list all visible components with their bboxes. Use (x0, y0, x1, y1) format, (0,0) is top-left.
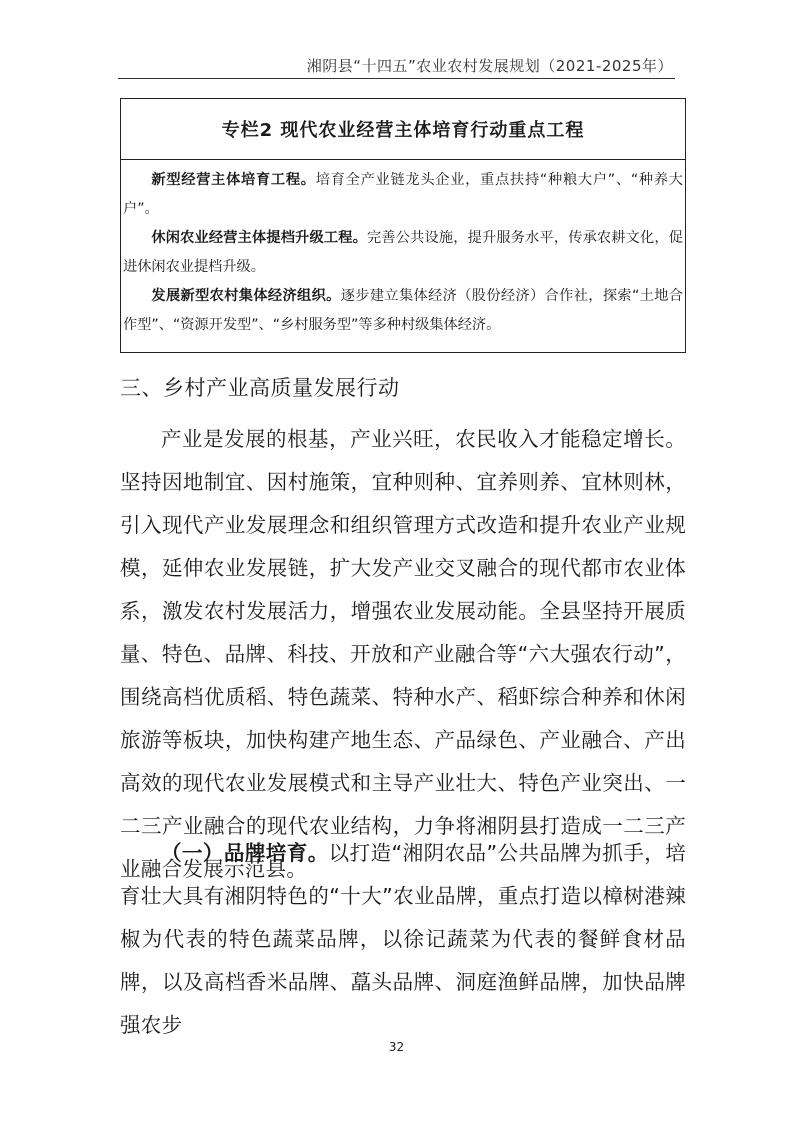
feature-item-text: 完善公共设施，提升服务水平，传承农耕文化，促进休闲农业提档升级。 (123, 230, 683, 275)
section-paragraph-2 (120, 832, 686, 1047)
feature-box-title: 专栏2 现代农业经营主体培育行动重点工程 (121, 99, 685, 160)
feature-item (123, 224, 683, 282)
feature-box (120, 98, 686, 353)
feature-item (123, 166, 683, 224)
header-divider (118, 78, 675, 79)
section-paragraph-1 (120, 418, 686, 891)
page-number: 32 (388, 1040, 405, 1054)
paragraph-text: 产业是发展的根基，产业兴旺，农民收入才能稳定增长。坚持因地制宜、因村施策，宜种则种、宜养则养、宜林则林，引入现代产业发展理念和组织管理方式改造和提升农业产业规模，延伸农业发展链，扩大发产业交叉融合的现代都市农业体系，激发农村发展活力，增强农业发展动能。全县坚持开展质量、特色、品牌、科技、开放和产业融合等“六大强农行动”，围绕高档优质稻、特色蔬菜、特种水产、稻虾综合种养和休闲旅游等板块，加快构建产地生态、产品绿色、产业融合、产出高效的现代农业发展模式和主导产业壮大、特色产业突出、一二三产业融合的现代农业结构，力争将湘阴县打造成一二三产业融合发展示范县。 (120, 427, 686, 881)
feature-item-text: 逐步建立集体经济（股份经济）合作社，探索“土地合作型”、“资源开发型”、“乡村服务型”等多种村级集体经济。 (123, 288, 683, 333)
feature-box-body (121, 160, 685, 340)
subsection-label: （一）品牌培育。 (161, 841, 329, 865)
feature-item (123, 282, 683, 340)
feature-item-text: 培育全产业链龙头企业，重点扶持“种粮大户”、“种养大户”。 (123, 172, 683, 217)
feature-item-label: 新型经营主体培育工程。 (151, 172, 316, 188)
subsection-text: 以打造“湘阴农品”公共品牌为抓手，培育壮大具有湘阴特色的“十大”农业品牌，重点打造以樟树港辣椒为代表的特色蔬菜品牌，以徐记蔬菜为代表的餐鲜食材品牌，以及高档香米品牌、藠头品牌、洞庭渔鲜品牌，加快品牌强农步 (120, 841, 686, 1037)
feature-item-label: 休闲农业经营主体提档升级工程。 (151, 230, 367, 246)
section-heading: 三、乡村产业高质量发展行动 (120, 376, 400, 400)
paragraph-text (120, 832, 686, 1047)
feature-item-label: 发展新型农村集体经济组织。 (151, 288, 341, 304)
page-header-title: 湘阴县“十四五”农业农村发展规划（2021-2025年） (306, 57, 673, 75)
